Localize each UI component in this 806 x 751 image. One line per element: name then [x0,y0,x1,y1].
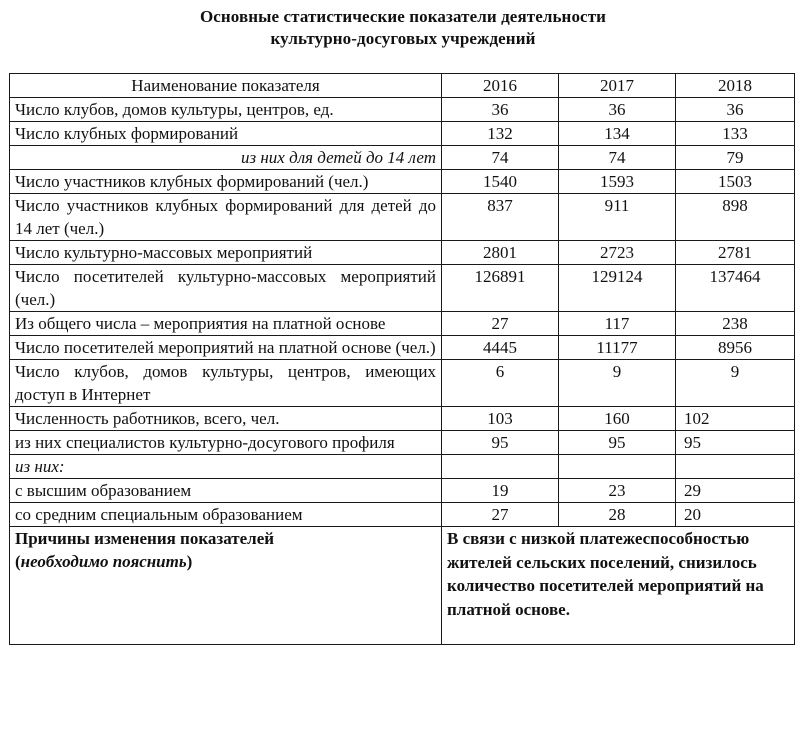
row-label: с высшим образованием [10,479,442,503]
reasons-label: Причины изменения показателей [15,529,275,548]
row-value-2016: 27 [442,312,559,336]
table-row [10,503,795,527]
table-row [10,360,795,407]
row-label: Число посетителей мероприятий на платной основе (чел.) [10,336,442,360]
title-line-1: Основные статистические показатели деятельности [199,7,607,26]
row-value-2017: 1593 [559,170,676,194]
table-row [10,407,795,431]
header-year-2018: 2018 [676,74,795,98]
header-year-2017: 2017 [559,74,676,98]
row-value-2018: 95 [676,431,795,455]
row-label: со средним специальным образованием [10,503,442,527]
row-value-2017: 36 [559,98,676,122]
table-row [10,122,795,146]
row-value-2017: 129124 [559,265,676,312]
reasons-note-line: (необходимо пояснить) [15,552,193,571]
row-label: из них: [10,455,442,479]
row-value-2017: 160 [559,407,676,431]
row-value-2017: 74 [559,146,676,170]
row-value-2017: 28 [559,503,676,527]
row-value-2017: 117 [559,312,676,336]
table-row [10,194,795,241]
table-row [10,479,795,503]
row-value-2018: 2781 [676,241,795,265]
row-value-2018: 9 [676,360,795,407]
row-label: Численность работников, всего, чел. [10,407,442,431]
table-row [10,431,795,455]
row-value-2016: 1540 [442,170,559,194]
row-value-2016: 74 [442,146,559,170]
header-indicator-name: Наименование показателя [10,74,442,98]
row-value-2016: 4445 [442,336,559,360]
table-row [10,336,795,360]
row-value-2017: 11177 [559,336,676,360]
row-label: Число клубов, домов культуры, центров, ед. [10,98,442,122]
table-row [10,312,795,336]
reasons-row [10,527,795,645]
table-row [10,241,795,265]
row-value-2016: 27 [442,503,559,527]
row-label: Число посетителей культурно-массовых мероприятий (чел.) [10,265,442,312]
row-value-2016: 6 [442,360,559,407]
row-value-2018: 29 [676,479,795,503]
row-label: Число участников клубных формирований (чел.) [10,170,442,194]
row-label: из них специалистов культурно-досугового профиля [10,431,442,455]
header-year-2016: 2016 [442,74,559,98]
row-value-2016: 95 [442,431,559,455]
row-label: из них для детей до 14 лет [10,146,442,170]
row-value-2017: 134 [559,122,676,146]
row-value-2016: 837 [442,194,559,241]
reasons-note: необходимо пояснить [20,552,187,571]
row-label: Число клубных формирований [10,122,442,146]
row-value-2018: 8956 [676,336,795,360]
table-row [10,98,795,122]
row-value-2018: 20 [676,503,795,527]
row-value-2016: 19 [442,479,559,503]
table-row [10,170,795,194]
row-value-2017: 23 [559,479,676,503]
row-label: Число клубов, домов культуры, центров, имеющих доступ в Интернет [10,360,442,407]
row-value-2018: 137464 [676,265,795,312]
row-value-2017: 2723 [559,241,676,265]
table-row [10,146,795,170]
row-value-2016: 126891 [442,265,559,312]
reasons-label-cell [10,527,442,645]
row-label: Число культурно-массовых мероприятий [10,241,442,265]
row-label: Число участников клубных формирований для детей до 14 лет (чел.) [10,194,442,241]
row-label: Из общего числа – мероприятия на платной основе [10,312,442,336]
row-value-2018: 1503 [676,170,795,194]
row-value-2018: 79 [676,146,795,170]
table-row [10,455,795,479]
row-value-2017 [559,455,676,479]
table-header-row [10,74,795,98]
row-value-2016: 103 [442,407,559,431]
row-value-2018: 102 [676,407,795,431]
reasons-text: В связи с низкой платежеспособностью жителей сельских поселений, снизилось количество посетителей мероприятий на платной основе. [442,527,795,645]
table-row [10,265,795,312]
row-value-2018 [676,455,795,479]
row-value-2016 [442,455,559,479]
row-value-2017: 911 [559,194,676,241]
row-value-2018: 238 [676,312,795,336]
row-value-2018: 898 [676,194,795,241]
row-value-2017: 95 [559,431,676,455]
title-line-2: культурно-досуговых учреждений [270,29,536,48]
row-value-2018: 36 [676,98,795,122]
row-value-2017: 9 [559,360,676,407]
row-value-2016: 132 [442,122,559,146]
document-title [0,6,806,50]
row-value-2016: 2801 [442,241,559,265]
row-value-2018: 133 [676,122,795,146]
statistics-table [9,73,795,645]
row-value-2016: 36 [442,98,559,122]
